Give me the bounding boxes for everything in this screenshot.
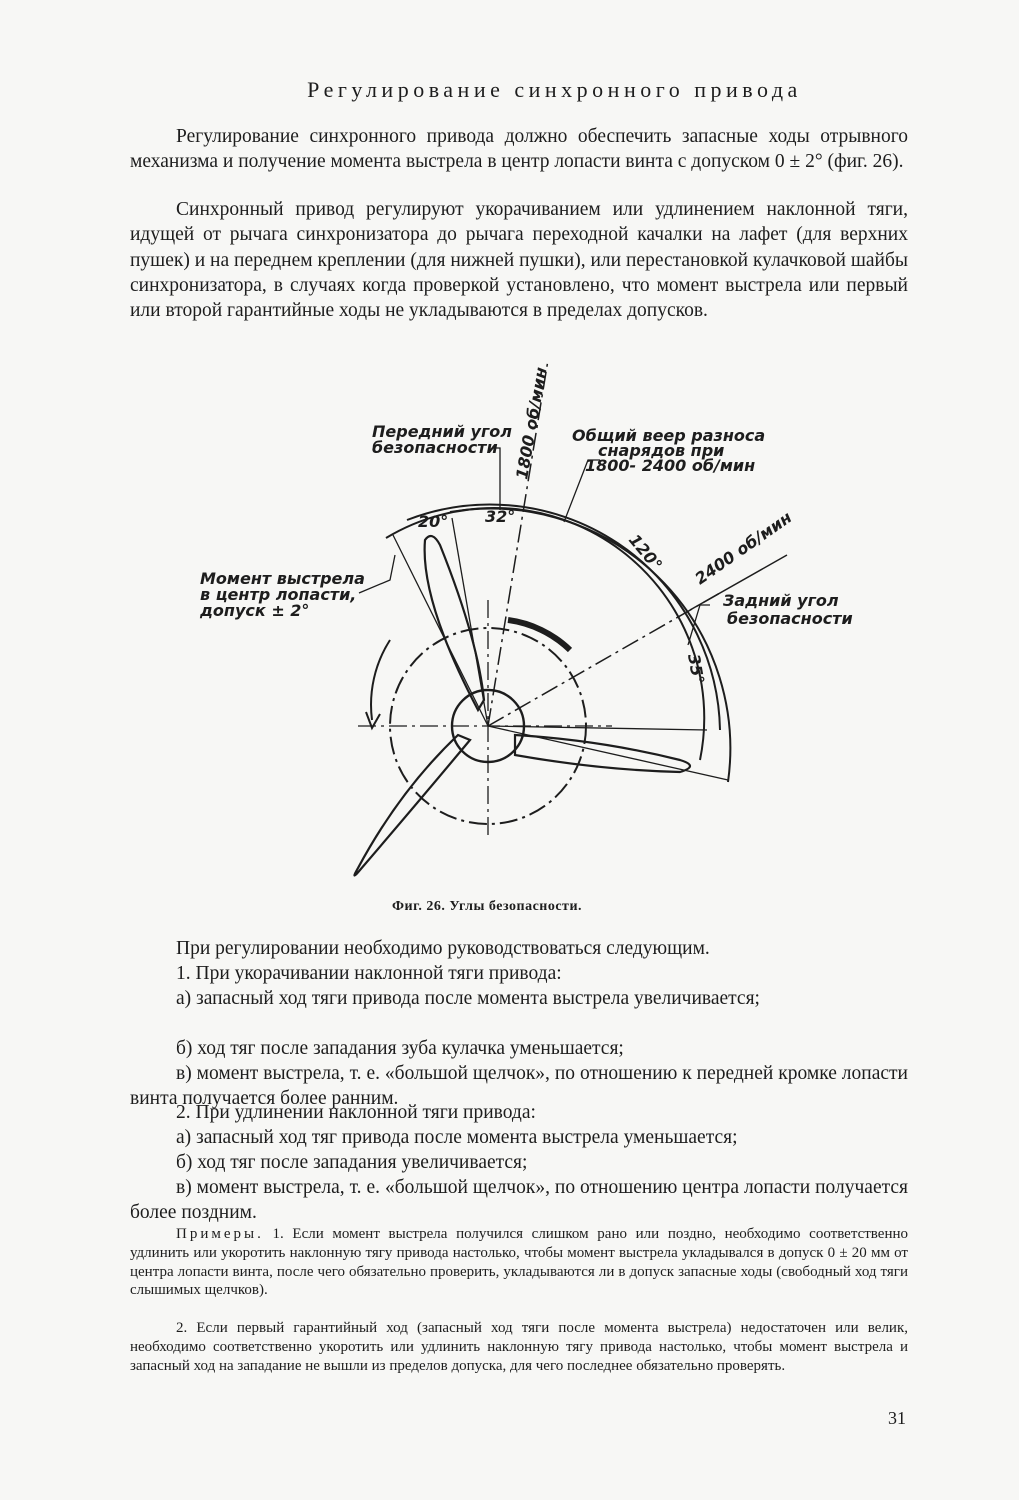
label-20-deg: 20° xyxy=(418,512,449,531)
svg-text:1800- 2400 об/мин: 1800- 2400 об/мин xyxy=(585,456,756,475)
example-2: 2. Если первый гарантийный ход (запасный ход тяги после момента выстрела) недостаточен или велик, необходимо соответственно укоротить или удлинить наклонную тягу привода настолько, чтобы момент выстрела и запасный ход на западание не вышли из пределов допуска, для чего последнее обязательно проверять. xyxy=(130,1320,908,1374)
blade-right xyxy=(515,735,690,772)
item-2-title: 2. При удлинении наклонной тяги привода: xyxy=(176,1102,536,1123)
label-2400-rpm: 2400 об/мин xyxy=(691,507,796,589)
page-number: 31 xyxy=(888,1408,906,1428)
label-moment: Момент выстрела xyxy=(200,569,365,588)
item-2b: б) ход тяг после западания увеличивается; xyxy=(176,1152,528,1173)
label-total-spread: Общий веер разноса xyxy=(572,426,766,445)
svg-text:допуск ± 2°: допуск ± 2° xyxy=(200,601,310,620)
label-120-deg: 120° xyxy=(624,530,667,575)
blade-top xyxy=(425,536,484,710)
item-1a: а) запасный ход тяги привода после момента выстрела увеличивается; xyxy=(176,988,760,1009)
label-rear-angle: Задний угол xyxy=(723,591,839,610)
figure-safety-angles xyxy=(180,355,860,895)
label-1800-rpm: 1800 об/мин xyxy=(512,365,551,481)
example-1: Примеры. 1. Если момент выстрела получился слишком рано или поздно, необходимо соответственно удлинить или укоротить наклонную тягу привода настолько, чтобы момент выстрела укладывался в допуск 0 ± 20 мм от центра лопасти винта, после чего обязательно проверить, укладываются ли в допуск запасные ходы (свободный ход тяги слышимых щелчков). xyxy=(130,1226,909,1299)
svg-text:снарядов при: снарядов при xyxy=(598,441,725,460)
paragraph-2: Синхронный привод регулируют укорачиванием или удлинением наклонной тяги, идущей от рычага синхронизатора до рычага переходной качалки на лафет (для верхних пушек) и на переднем креплении (для нижней пушки), или перестановкой кулачковой шайбы синхронизатора, в случаях когда проверкой установлено, что момент выстрела или первый или второй гарантийные ходы не укладываются в пределах допусков. xyxy=(130,199,908,322)
item-1b: б) ход тяг после западания зуба кулачка уменьшается; xyxy=(176,1038,624,1059)
instructions-intro: При регулировании необходимо руководствоваться следующим. xyxy=(176,938,710,959)
label-32-deg: 32° xyxy=(485,507,516,526)
item-1-title: 1. При укорачивании наклонной тяги привода: xyxy=(176,963,562,984)
item-2c: в) момент выстрела, т. е. «большой щелчок», по отношению центра лопасти получается более поздним. xyxy=(130,1177,908,1224)
item-1c: в) момент выстрела, т. е. «большой щелчок», по отношению к передней кромке лопасти винта получается более ранним. xyxy=(130,1063,908,1110)
figure-caption: Фиг. 26. Углы безопасности. xyxy=(392,899,583,914)
label-35-deg: 35° xyxy=(684,652,709,686)
svg-text:безопасности: безопасности xyxy=(372,438,498,457)
blade-bottom-left xyxy=(354,735,470,876)
svg-text:в центр лопасти,: в центр лопасти, xyxy=(200,585,357,604)
item-2a: а) запасный ход тяг привода после момента выстрела уменьшается; xyxy=(176,1127,738,1148)
svg-text:безопасности: безопасности xyxy=(727,609,853,628)
paragraph-1: Регулирование синхронного привода должно обеспечить запасные ходы отрывного механизма и получение момента выстрела в центр лопасти винта с допуском 0 ± 2° (фиг. 26). xyxy=(130,126,908,173)
section-title: Регулирование синхронного привода xyxy=(307,77,802,102)
label-front-angle: Передний угол xyxy=(372,422,513,441)
